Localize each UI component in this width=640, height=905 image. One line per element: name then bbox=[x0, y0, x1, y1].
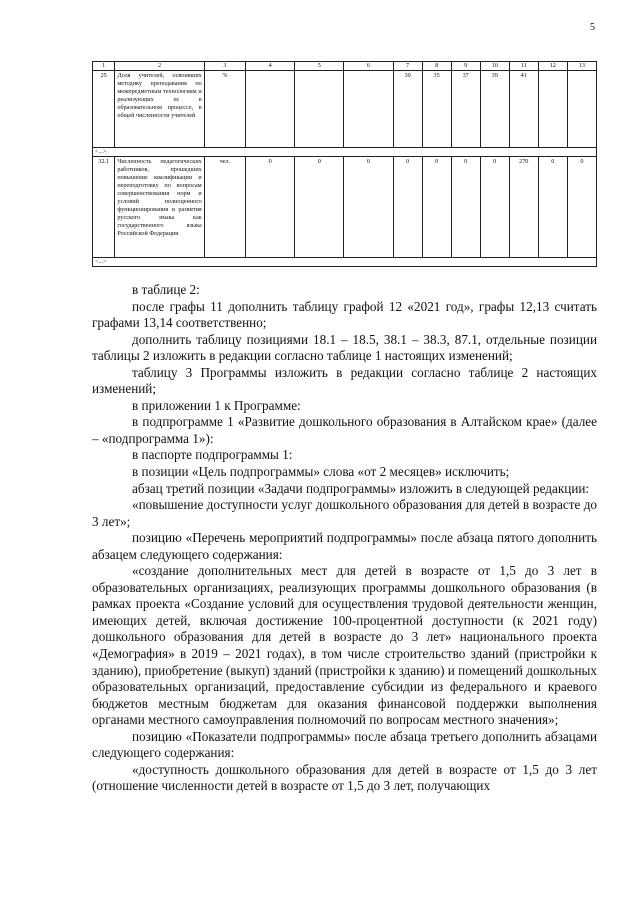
paragraph: «повышение доступности услуг дошкольного образования для детей в возрасте до 3 лет»; bbox=[92, 497, 597, 529]
table-header-row bbox=[93, 62, 597, 71]
column-number: 6 bbox=[344, 62, 393, 71]
cell-value: 39 bbox=[480, 71, 509, 148]
column-number: 13 bbox=[567, 62, 596, 71]
paragraph: после графы 11 дополнить таблицу графой 12 «2021 год», графы 12,13 считать графами 13,14 соответственно; bbox=[92, 298, 597, 331]
paragraph: «доступность дошкольного образования для детей в возрасте от 1,5 до 3 лет (отношение численности детей в возрасте от 1,5 до 3 лет, получающих bbox=[92, 761, 597, 794]
table-row bbox=[93, 157, 597, 258]
column-number: 2 bbox=[115, 62, 204, 71]
paragraph: позицию «Перечень мероприятий подпрограммы» после абзаца пятого дополнить абзацем следующего содержания: bbox=[92, 530, 597, 562]
ellipsis-marker: <...> bbox=[93, 258, 597, 267]
cell-value: 30 bbox=[393, 71, 422, 148]
cell-unit: % bbox=[204, 71, 245, 148]
cell-value bbox=[295, 71, 344, 148]
paragraph: «создание дополнительных мест для детей в возрасте от 1,5 до 3 лет в образовательных организациях, реализующих программы дошкольного образования (в рамках проекта «Создание условий для осуществления трудовой деятельности женщин, имеющих детей, включая достижение 100-процентной доступности (к 2021 году) дошкольного образования для детей в возрасте до 3 лет» национального проекта «Демография» в 2019 – 2021 годах), в том числе строительство зданий (пристройки к зданию), приобретение (выкуп) зданий (пристройки к зданию) и помещений дошкольных образовательных организаций, предоставление субсидии из федерального и краевого бюджетов местным бюджетам для оказания финансовой поддержки выполнения органами местного самоуправления полномочий по вопросам местного значения»; bbox=[92, 563, 597, 728]
paragraph: позицию «Показатели подпрограммы» после абзаца третьего дополнить абзацами следующего содержания: bbox=[92, 728, 597, 761]
cell-value: 35 bbox=[422, 71, 451, 148]
cell-value bbox=[246, 71, 295, 148]
paragraph: абзац третий позиции «Задачи подпрограммы» изложить в следующей редакции: bbox=[132, 480, 590, 496]
table-ellipsis-row bbox=[93, 258, 597, 267]
cell-value: 0 bbox=[451, 157, 480, 258]
cell-value: 0 bbox=[567, 157, 596, 258]
cell-value: 0 bbox=[480, 157, 509, 258]
cell-indicator-name: Численность педагогических работников, прошедших повышение квалификации и переподготовку по вопросам совершенствования норм и условий полноценного функционирования и развития русского языка как государственного языка Российской Федерации bbox=[115, 157, 204, 258]
indicator-table bbox=[92, 61, 597, 267]
paragraph: дополнить таблицу позициями 18.1 – 18.5, 38.1 – 38.3, 87.1, отдельные позиции таблицы 2 изложить в редакции согласно таблице 1 настоящих изменений; bbox=[92, 331, 597, 364]
table-row bbox=[93, 71, 597, 148]
cell-value: 37 bbox=[451, 71, 480, 148]
cell-value: 0 bbox=[422, 157, 451, 258]
paragraph: в паспорте подпрограммы 1: bbox=[132, 447, 293, 463]
column-number: 8 bbox=[422, 62, 451, 71]
column-number: 9 bbox=[451, 62, 480, 71]
page-number: 5 bbox=[590, 22, 595, 33]
cell-value: 270 bbox=[509, 157, 538, 258]
column-number: 11 bbox=[509, 62, 538, 71]
document-body bbox=[92, 282, 597, 795]
cell-position: 25 bbox=[93, 71, 115, 148]
cell-position: 32.1 bbox=[93, 157, 115, 258]
ellipsis-marker: <...> bbox=[93, 148, 597, 157]
cell-value bbox=[344, 71, 393, 148]
paragraph: в приложении 1 к Программе: bbox=[132, 397, 301, 413]
cell-value bbox=[567, 71, 596, 148]
cell-value: 0 bbox=[344, 157, 393, 258]
column-number: 10 bbox=[480, 62, 509, 71]
cell-value: 41 bbox=[509, 71, 538, 148]
cell-value: 0 bbox=[295, 157, 344, 258]
column-number: 5 bbox=[295, 62, 344, 71]
cell-value: 0 bbox=[393, 157, 422, 258]
column-number: 12 bbox=[538, 62, 567, 71]
column-number: 7 bbox=[393, 62, 422, 71]
table-ellipsis-row bbox=[93, 148, 597, 157]
cell-value: 0 bbox=[246, 157, 295, 258]
paragraph: таблицу 3 Программы изложить в редакции согласно таблице 2 настоящих изменений; bbox=[92, 364, 597, 397]
column-number: 4 bbox=[246, 62, 295, 71]
paragraph: в таблице 2: bbox=[132, 282, 200, 297]
cell-unit: чел. bbox=[204, 157, 245, 258]
column-number: 1 bbox=[93, 62, 115, 71]
paragraph: в подпрограмме 1 «Развитие дошкольного образования в Алтайском крае» (далее – «подпрограмма 1»): bbox=[92, 414, 597, 446]
cell-value: 0 bbox=[538, 157, 567, 258]
paragraph: в позиции «Цель подпрограммы» слова «от 2 месяцев» исключить; bbox=[132, 464, 510, 480]
cell-value bbox=[538, 71, 567, 148]
cell-indicator-name: Доля учителей, освоивших методику преподавания по межпредметным технологиям и реализующих ее в образовательном процессе, в общей численности учителей bbox=[115, 71, 204, 148]
column-number: 3 bbox=[204, 62, 245, 71]
